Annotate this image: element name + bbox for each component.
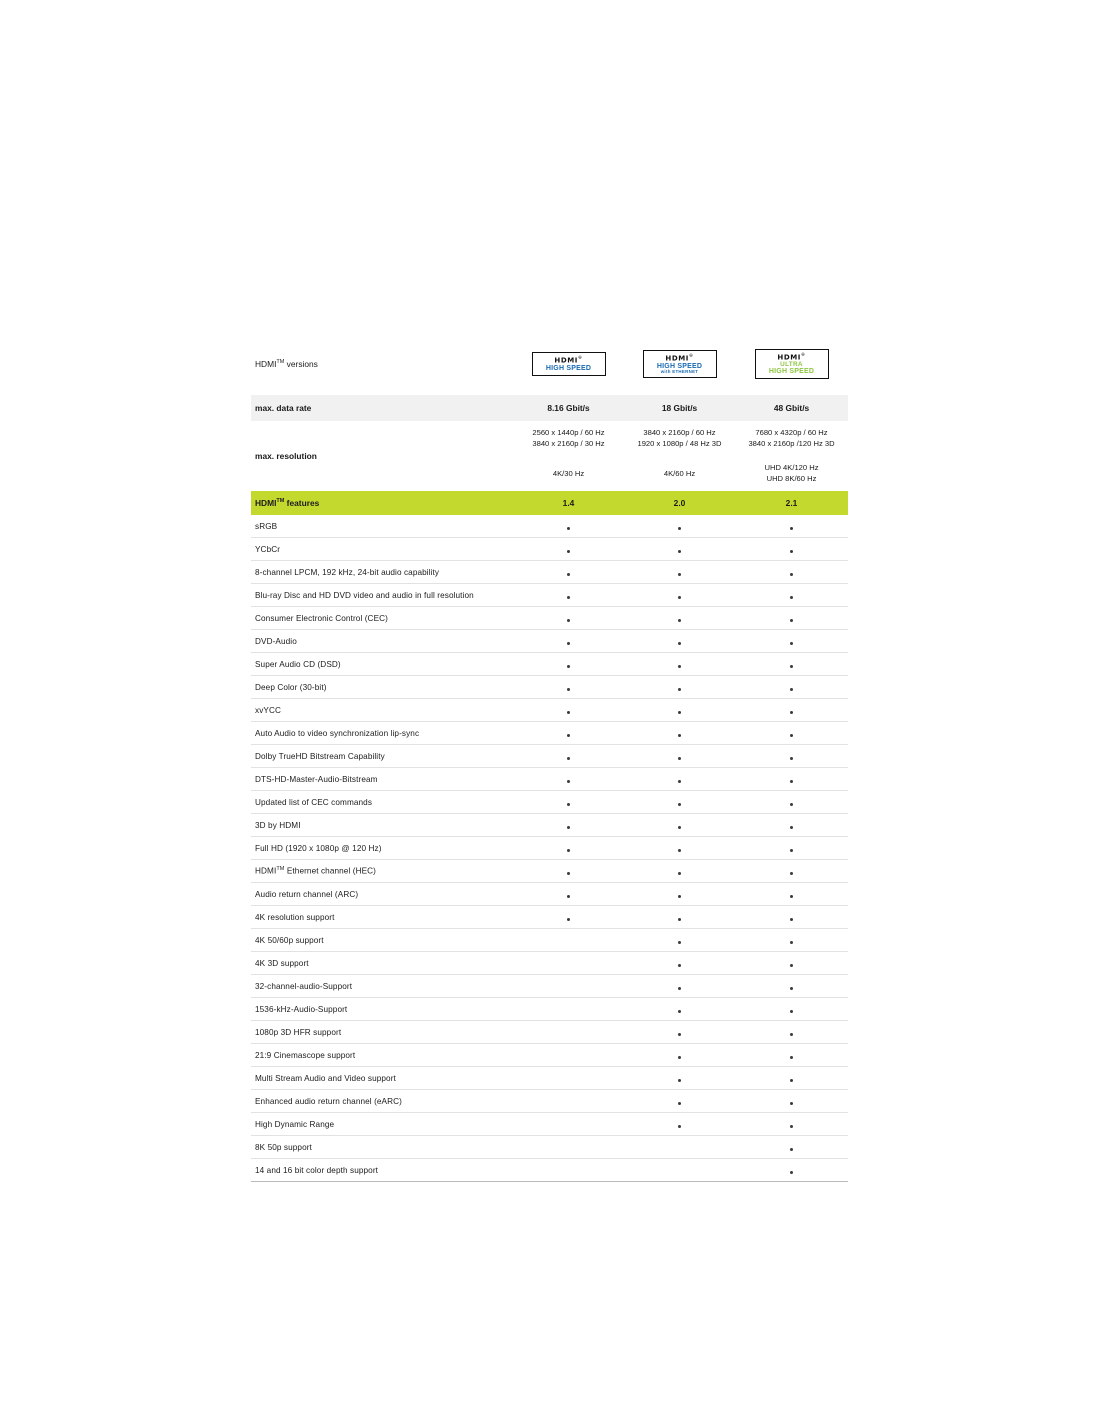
support-dot-icon <box>678 964 681 967</box>
feature-support-cell <box>735 883 848 906</box>
support-dot-icon <box>678 734 681 737</box>
feature-support-cell <box>735 814 848 837</box>
support-dot-icon <box>790 1033 793 1036</box>
feature-support-cell <box>735 1044 848 1067</box>
support-dot-icon <box>678 527 681 530</box>
support-dot-icon <box>790 872 793 875</box>
table-row <box>251 1090 848 1113</box>
feature-support-cell <box>513 860 624 883</box>
feature-support-cell <box>624 906 735 929</box>
version-value-3: 2.1 <box>735 491 848 515</box>
support-dot-icon <box>567 688 570 691</box>
feature-label: 14 and 16 bit color depth support <box>251 1159 513 1182</box>
feature-support-cell <box>513 837 624 860</box>
feature-support-cell <box>735 975 848 998</box>
feature-support-cell <box>735 561 848 584</box>
feature-label: 4K 50/60p support <box>251 929 513 952</box>
support-dot-icon <box>790 780 793 783</box>
feature-support-cell <box>624 584 735 607</box>
table-row <box>251 1067 848 1090</box>
feature-support-cell <box>735 653 848 676</box>
versions-label <box>251 333 513 395</box>
table-row <box>251 538 848 561</box>
table-row <box>251 768 848 791</box>
support-dot-icon <box>567 803 570 806</box>
support-dot-icon <box>678 1010 681 1013</box>
feature-support-cell <box>513 906 624 929</box>
feature-label: 1536-kHz-Audio-Support <box>251 998 513 1021</box>
support-dot-icon <box>678 1033 681 1036</box>
feature-support-cell <box>735 1067 848 1090</box>
feature-support-cell <box>513 653 624 676</box>
feature-support-cell <box>513 952 624 975</box>
support-dot-icon <box>567 895 570 898</box>
support-dot-icon <box>790 665 793 668</box>
support-dot-icon <box>678 757 681 760</box>
data-rate-label: max. data rate <box>251 395 513 421</box>
feature-support-cell <box>624 1159 735 1182</box>
feature-support-cell <box>624 515 735 538</box>
feature-label: 4K 3D support <box>251 952 513 975</box>
support-dot-icon <box>678 573 681 576</box>
feature-support-cell <box>624 952 735 975</box>
feature-support-cell <box>624 538 735 561</box>
support-dot-icon <box>790 711 793 714</box>
support-dot-icon <box>567 872 570 875</box>
support-dot-icon <box>790 757 793 760</box>
support-dot-icon <box>790 527 793 530</box>
hdmi-high-speed-text: HIGH SPEED <box>656 362 703 370</box>
hdmi-high-speed-ethernet-logo-cell <box>624 333 735 395</box>
features-label <box>251 491 513 515</box>
support-dot-icon <box>567 573 570 576</box>
support-dot-icon <box>567 665 570 668</box>
feature-support-cell <box>513 722 624 745</box>
resolution-label: max. resolution <box>255 451 317 461</box>
support-dot-icon <box>790 849 793 852</box>
resolution-row-primary <box>251 421 848 455</box>
feature-support-cell <box>513 1067 624 1090</box>
feature-support-cell <box>513 1159 624 1182</box>
support-dot-icon <box>790 1171 793 1174</box>
feature-label: Enhanced audio return channel (eARC) <box>251 1090 513 1113</box>
feature-label: Full HD (1920 x 1080p @ 120 Hz) <box>251 837 513 860</box>
support-dot-icon <box>678 987 681 990</box>
feature-label: DTS-HD-Master-Audio-Bitstream <box>251 768 513 791</box>
feature-support-cell <box>513 1090 624 1113</box>
feature-support-cell <box>735 676 848 699</box>
data-rate-row <box>251 395 848 421</box>
support-dot-icon <box>790 596 793 599</box>
feature-support-cell <box>735 1090 848 1113</box>
feature-support-cell <box>513 768 624 791</box>
feature-support-cell <box>513 1021 624 1044</box>
support-dot-icon <box>678 642 681 645</box>
support-dot-icon <box>567 734 570 737</box>
table-row <box>251 998 848 1021</box>
support-dot-icon <box>678 1056 681 1059</box>
feature-label: Audio return channel (ARC) <box>251 883 513 906</box>
features-header-row <box>251 491 848 515</box>
feature-support-cell <box>735 906 848 929</box>
resolution-secondary-1: 4K/30 Hz <box>552 468 585 478</box>
feature-label: Super Audio CD (DSD) <box>251 653 513 676</box>
table-row <box>251 607 848 630</box>
feature-support-cell <box>735 837 848 860</box>
feature-support-cell <box>624 676 735 699</box>
feature-label: xvYCC <box>251 699 513 722</box>
support-dot-icon <box>678 849 681 852</box>
support-dot-icon <box>678 665 681 668</box>
support-dot-icon <box>790 1010 793 1013</box>
table-row <box>251 929 848 952</box>
support-dot-icon <box>790 987 793 990</box>
support-dot-icon <box>567 619 570 622</box>
support-dot-icon <box>790 1125 793 1128</box>
feature-support-cell <box>513 745 624 768</box>
table-row <box>251 1136 848 1159</box>
hdmi-high-speed-logo <box>532 352 606 376</box>
table-row <box>251 676 848 699</box>
feature-support-cell <box>735 1159 848 1182</box>
support-dot-icon <box>678 596 681 599</box>
feature-support-cell <box>513 883 624 906</box>
feature-support-cell <box>624 745 735 768</box>
table-row <box>251 1113 848 1136</box>
feature-label: 21:9 Cinemascope support <box>251 1044 513 1067</box>
support-dot-icon <box>678 918 681 921</box>
hdmi-ethernet-text: with ETHERNET <box>660 368 699 374</box>
support-dot-icon <box>678 1125 681 1128</box>
feature-support-cell <box>735 515 848 538</box>
table-row <box>251 883 848 906</box>
support-dot-icon <box>678 780 681 783</box>
versions-label-text: HDMI™ versions <box>255 359 318 369</box>
feature-support-cell <box>624 791 735 814</box>
table-row <box>251 699 848 722</box>
feature-support-cell <box>735 952 848 975</box>
feature-label: 8K 50p support <box>251 1136 513 1159</box>
support-dot-icon <box>678 711 681 714</box>
feature-label: 3D by HDMI <box>251 814 513 837</box>
feature-support-cell <box>513 791 624 814</box>
support-dot-icon <box>790 688 793 691</box>
support-dot-icon <box>790 1056 793 1059</box>
support-dot-icon <box>567 918 570 921</box>
features-label-text: HDMI™ features <box>255 498 320 508</box>
feature-support-cell <box>624 561 735 584</box>
feature-support-cell <box>513 515 624 538</box>
support-dot-icon <box>678 619 681 622</box>
resolution-primary-3: 7680 x 4320p / 60 Hz 3840 x 2160p /120 Hz 3D <box>748 428 835 448</box>
support-dot-icon <box>790 964 793 967</box>
feature-support-cell <box>624 929 735 952</box>
data-rate-value-3: 48 Gbit/s <box>735 395 848 421</box>
support-dot-icon <box>790 826 793 829</box>
resolution-secondary-3: UHD 4K/120 Hz UHD 8K/60 Hz <box>764 463 819 483</box>
feature-label: Multi Stream Audio and Video support <box>251 1067 513 1090</box>
feature-support-cell <box>624 814 735 837</box>
support-dot-icon <box>790 1148 793 1151</box>
feature-support-cell <box>624 699 735 722</box>
version-value-1: 1.4 <box>513 491 624 515</box>
support-dot-icon <box>678 550 681 553</box>
table-row <box>251 630 848 653</box>
table-row <box>251 952 848 975</box>
feature-support-cell <box>624 1113 735 1136</box>
support-dot-icon <box>678 941 681 944</box>
feature-support-cell <box>624 1044 735 1067</box>
version-value-2: 2.0 <box>624 491 735 515</box>
feature-support-cell <box>513 975 624 998</box>
data-rate-value-1: 8.16 Gbit/s <box>513 395 624 421</box>
table-row <box>251 837 848 860</box>
feature-label: sRGB <box>251 515 513 538</box>
feature-support-cell <box>624 722 735 745</box>
hdmi-ultra-high-speed-logo-cell <box>735 333 848 395</box>
table-row <box>251 860 848 883</box>
feature-support-cell <box>624 630 735 653</box>
feature-label: 1080p 3D HFR support <box>251 1021 513 1044</box>
feature-support-cell <box>513 1044 624 1067</box>
support-dot-icon <box>790 642 793 645</box>
support-dot-icon <box>567 757 570 760</box>
table-row <box>251 584 848 607</box>
feature-label: Updated list of CEC commands <box>251 791 513 814</box>
support-dot-icon <box>790 550 793 553</box>
table-row <box>251 791 848 814</box>
support-dot-icon <box>678 1102 681 1105</box>
feature-label: HDMI™ Ethernet channel (HEC) <box>251 860 513 883</box>
table-row <box>251 906 848 929</box>
feature-support-cell <box>624 998 735 1021</box>
feature-label: Auto Audio to video synchronization lip-sync <box>251 722 513 745</box>
feature-label: Dolby TrueHD Bitstream Capability <box>251 745 513 768</box>
table-row <box>251 814 848 837</box>
support-dot-icon <box>567 527 570 530</box>
support-dot-icon <box>790 1079 793 1082</box>
hdmi-wordmark: HDMI® <box>554 354 583 365</box>
support-dot-icon <box>678 895 681 898</box>
hdmi-high-speed-text: HIGH SPEED <box>768 368 815 376</box>
table-row <box>251 515 848 538</box>
feature-label: 32-channel-audio-Support <box>251 975 513 998</box>
feature-label: 8-channel LPCM, 192 kHz, 24-bit audio capability <box>251 561 513 584</box>
support-dot-icon <box>567 826 570 829</box>
feature-support-cell <box>513 607 624 630</box>
feature-support-cell <box>735 538 848 561</box>
hdmi-wordmark: HDMI® <box>665 352 694 362</box>
support-dot-icon <box>567 849 570 852</box>
hdmi-ultra-text: ULTRA <box>780 360 803 368</box>
feature-support-cell <box>624 837 735 860</box>
header-row <box>251 333 848 395</box>
feature-support-cell <box>513 814 624 837</box>
hdmi-wordmark: HDMI® <box>777 351 806 361</box>
table-row <box>251 1159 848 1182</box>
support-dot-icon <box>790 918 793 921</box>
feature-support-cell <box>624 1136 735 1159</box>
table-row <box>251 1021 848 1044</box>
feature-label: Deep Color (30-bit) <box>251 676 513 699</box>
feature-support-cell <box>624 883 735 906</box>
feature-support-cell <box>513 538 624 561</box>
feature-support-cell <box>624 1021 735 1044</box>
feature-support-cell <box>513 929 624 952</box>
feature-support-cell <box>624 653 735 676</box>
feature-support-cell <box>513 584 624 607</box>
feature-support-cell <box>513 1113 624 1136</box>
support-dot-icon <box>790 895 793 898</box>
hdmi-comparison-sheet <box>251 333 848 1182</box>
hdmi-high-speed-text: HIGH SPEED <box>545 365 592 373</box>
table-row <box>251 653 848 676</box>
feature-support-cell <box>735 584 848 607</box>
support-dot-icon <box>678 803 681 806</box>
hdmi-specification-table <box>251 333 848 1182</box>
table-row <box>251 975 848 998</box>
feature-support-cell <box>513 699 624 722</box>
support-dot-icon <box>678 826 681 829</box>
table-row <box>251 561 848 584</box>
support-dot-icon <box>567 596 570 599</box>
table-row <box>251 745 848 768</box>
hdmi-ultra-high-speed-logo <box>755 349 829 380</box>
feature-support-cell <box>513 998 624 1021</box>
feature-support-cell <box>513 676 624 699</box>
feature-support-cell <box>735 722 848 745</box>
table-body <box>251 333 848 1182</box>
hdmi-high-speed-ethernet-logo <box>643 350 717 379</box>
feature-label: Consumer Electronic Control (CEC) <box>251 607 513 630</box>
feature-support-cell <box>513 1136 624 1159</box>
feature-label: High Dynamic Range <box>251 1113 513 1136</box>
resolution-secondary-2: 4K/60 Hz <box>663 468 696 478</box>
feature-support-cell <box>735 745 848 768</box>
feature-label: Blu-ray Disc and HD DVD video and audio in full resolution <box>251 584 513 607</box>
data-rate-value-2: 18 Gbit/s <box>624 395 735 421</box>
feature-support-cell <box>624 768 735 791</box>
resolution-primary-2: 3840 x 2160p / 60 Hz 1920 x 1080p / 48 Hz 3D <box>637 428 722 448</box>
feature-support-cell <box>513 561 624 584</box>
table-row <box>251 722 848 745</box>
feature-support-cell <box>735 929 848 952</box>
support-dot-icon <box>567 780 570 783</box>
feature-support-cell <box>735 791 848 814</box>
support-dot-icon <box>790 573 793 576</box>
hdmi-high-speed-logo-cell <box>513 333 624 395</box>
support-dot-icon <box>678 1079 681 1082</box>
feature-support-cell <box>624 607 735 630</box>
feature-support-cell <box>735 768 848 791</box>
feature-support-cell <box>735 1113 848 1136</box>
feature-label: YCbCr <box>251 538 513 561</box>
feature-support-cell <box>624 975 735 998</box>
support-dot-icon <box>567 711 570 714</box>
resolution-primary-1: 2560 x 1440p / 60 Hz 3840 x 2160p / 30 Hz <box>532 428 605 448</box>
support-dot-icon <box>790 1102 793 1105</box>
feature-support-cell <box>735 1136 848 1159</box>
feature-support-cell <box>624 1067 735 1090</box>
feature-support-cell <box>735 607 848 630</box>
feature-label: DVD-Audio <box>251 630 513 653</box>
support-dot-icon <box>678 688 681 691</box>
support-dot-icon <box>567 550 570 553</box>
feature-support-cell <box>735 630 848 653</box>
support-dot-icon <box>790 734 793 737</box>
support-dot-icon <box>678 872 681 875</box>
feature-support-cell <box>735 1021 848 1044</box>
feature-support-cell <box>624 860 735 883</box>
feature-support-cell <box>735 699 848 722</box>
feature-support-cell <box>624 1090 735 1113</box>
support-dot-icon <box>790 619 793 622</box>
support-dot-icon <box>790 941 793 944</box>
table-row <box>251 1044 848 1067</box>
support-dot-icon <box>790 803 793 806</box>
feature-support-cell <box>735 860 848 883</box>
feature-support-cell <box>513 630 624 653</box>
support-dot-icon <box>567 642 570 645</box>
feature-label: 4K resolution support <box>251 906 513 929</box>
feature-support-cell <box>735 998 848 1021</box>
